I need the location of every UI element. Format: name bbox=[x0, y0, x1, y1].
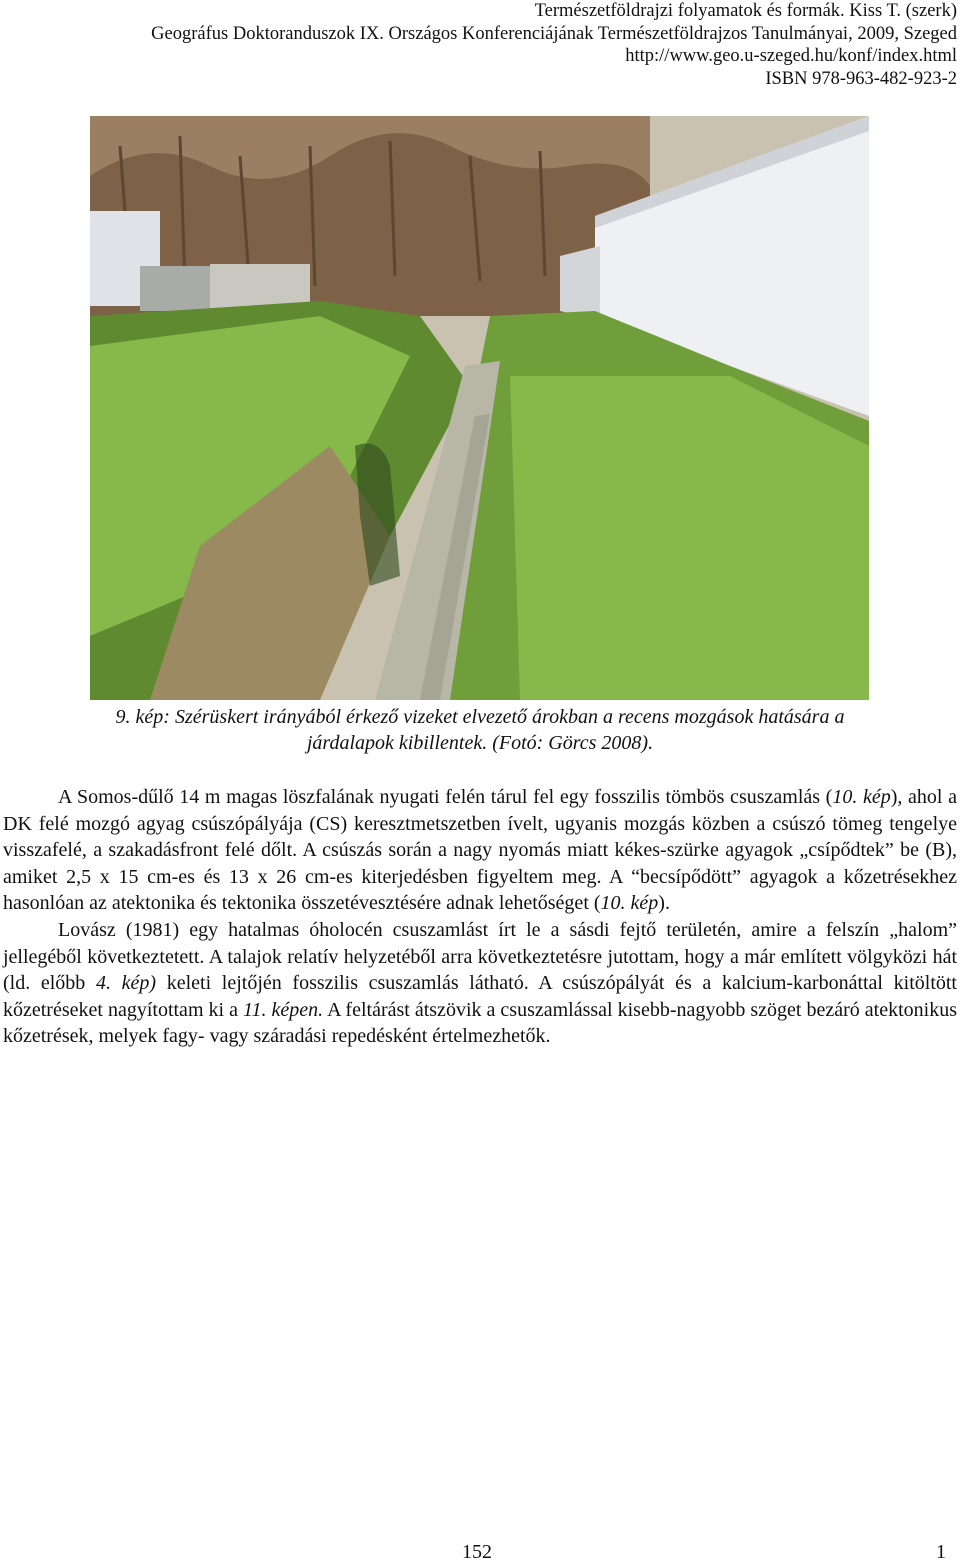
figure-caption bbox=[0, 704, 960, 756]
landscape-photo-icon bbox=[90, 116, 869, 700]
figure-reference: 4. kép) bbox=[95, 972, 157, 995]
header-conference: Geográfus Doktoranduszok IX. Országos Konferenciájának Természetföldrajzos Tanulmányai, 2009, Szeged bbox=[151, 23, 957, 44]
paragraph-2-text: A feltárást átszövik a csuszamlással kisebb-nagyobb szöget bezáró atektonikus kőzetrések, melyek fagy- vagy száradási repedésként értelmezhetők. bbox=[3, 998, 957, 1048]
paragraph-2-text: Lovász (1981) egy hatalmas óholocén csuszamlást írt le a sásdi fejtő területén, amire a felszín „halom” jellegéből következtetett. A talajok relatív helyzetéből arra következtetésre jutottam, hogy a már említett völgyközi hát (ld. előbb bbox=[3, 918, 957, 995]
caption-line-2: járdalapok kibillentek. (Fotó: Görcs 2008). bbox=[306, 732, 654, 754]
running-header bbox=[27, 0, 957, 90]
figure-reference: 10. kép bbox=[600, 892, 659, 915]
figure-reference: 11. képen. bbox=[242, 998, 324, 1021]
page-number: 152 bbox=[462, 1541, 492, 1563]
paragraph-2-text: keleti lejtőjén fosszilis csuszamlás látható. A csúszópályát és a kalcium-karbonáttal kitöltött kőzetréseket nagyítottam ki a bbox=[3, 972, 957, 1021]
header-url: http://www.geo.u-szeged.hu/konf/index.html bbox=[625, 46, 957, 66]
header-isbn: ISBN 978-963-482-923-2 bbox=[765, 68, 957, 89]
paragraph-1-text: ), ahol a DK felé mozgó agyag csúszópályája (CS) keresztmetszetben ívelt, ugyanis mozgás közben a csúszó tömeg tengelye visszafelé, a szakadásfront felé dőlt. A csúszás során a nagy nyomás miatt kékes-szürke agyagok „csípődtek” be (B), amiket 2,5 x 15 cm-es és 13 x 26 cm-es kiterjedésben figyeltem meg. A “becsípődött” agyagok a kőzetrésekhez hasonlóan az atektonika és tektonika összetévesztésére adnak lehetőséget ( bbox=[3, 786, 957, 915]
caption-line-1: 9. kép: Szérüskert irányából érkező vizeket elvezető árokban a recens mozgások hatására a bbox=[115, 706, 845, 728]
body-text bbox=[3, 784, 957, 1050]
header-journal-title: Természetföldrajzi folyamatok és formák. Kiss T. (szerk) bbox=[534, 1, 957, 21]
figure-reference: 10. kép bbox=[832, 786, 891, 808]
paragraph-1 bbox=[3, 784, 957, 917]
footer-index: 1 bbox=[936, 1541, 946, 1563]
paragraph-1-text: A Somos-dűlő 14 m magas löszfalának nyugati felén tárul fel egy fosszilis tömbös csuszamlás ( bbox=[58, 786, 833, 808]
paragraph-1-text: ). bbox=[658, 892, 670, 915]
figure-photo bbox=[90, 116, 869, 700]
paragraph-2 bbox=[3, 917, 957, 1050]
